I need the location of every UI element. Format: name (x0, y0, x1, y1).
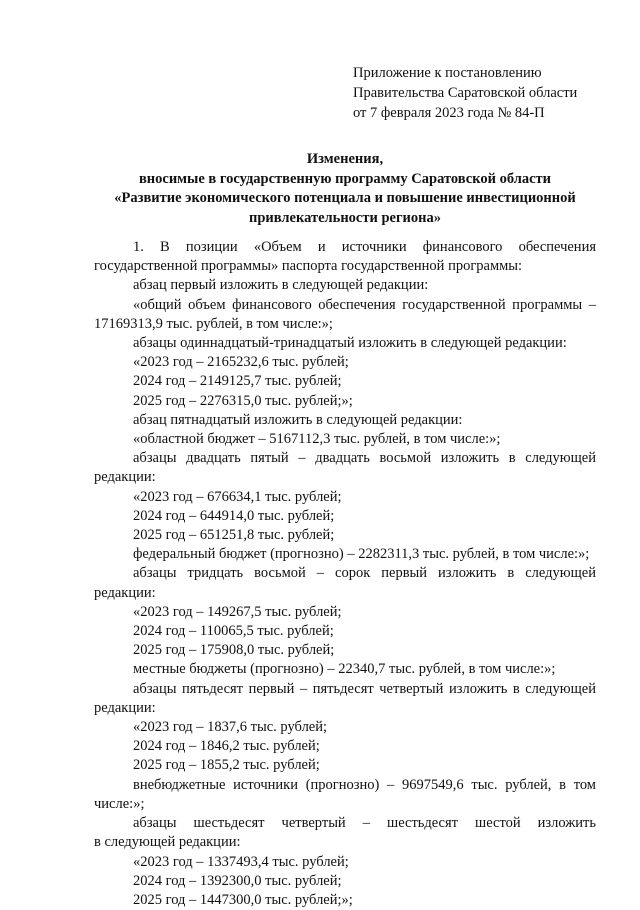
body-line: «общий объем финансового обеспечения государственной программы – (133, 296, 596, 313)
resolution-appendix-header (353, 63, 577, 123)
body-line: 2025 год – 1447300,0 тыс. рублей;»; (133, 891, 353, 908)
body-line: «2023 год – 676634,1 тыс. рублей; (133, 488, 342, 505)
body-line: редакции: (94, 469, 156, 486)
body-line: абзацы тридцать восьмой – сорок первый изложить в следующей (133, 565, 596, 582)
body-line: «2023 год – 1337493,4 тыс. рублей; (133, 853, 349, 870)
header-line: от 7 февраля 2023 года № 84-П (353, 105, 545, 121)
body-line: 2024 год – 644914,0 тыс. рублей; (133, 507, 335, 524)
title-line: вносимые в государственную программу Саратовской области (138, 170, 552, 187)
body-line: абзац пятнадцатый изложить в следующей редакции: (133, 411, 463, 428)
body-line: 2025 год – 1855,2 тыс. рублей; (133, 757, 320, 774)
title-line: «Развитие экономического потенциала и повышение инвестиционной (114, 190, 576, 206)
body-line: 17169313,9 тыс. рублей, в том числе:»; (94, 315, 333, 332)
title-line: привлекательности региона» (248, 209, 442, 226)
header-line: Приложение к постановлению (353, 65, 542, 81)
body-line: внебюджетные источники (прогнозно) – 9697549,6 тыс. рублей, в том (133, 776, 596, 793)
body-line: 2024 год – 1846,2 тыс. рублей; (133, 738, 320, 755)
body-line: абзацы шестьдесят четвертый – шестьдесят шестой изложить (133, 815, 596, 832)
body-line: 1. В позиции «Объем и источники финансового обеспечения (133, 239, 596, 255)
document-body (94, 238, 596, 910)
body-line: государственной программы» паспорта государственной программы: (94, 258, 523, 275)
body-line: абзацы двадцать пятый – двадцать восьмой изложить в следующей (133, 450, 596, 467)
body-line: 2025 год – 2276315,0 тыс. рублей;»; (133, 392, 353, 409)
header-line: Правительства Саратовской области (353, 85, 578, 101)
body-line: 2025 год – 651251,8 тыс. рублей; (133, 527, 335, 544)
body-line: в следующей редакции: (94, 834, 241, 851)
body-line: абзац первый изложить в следующей редакции: (133, 277, 429, 294)
body-line: местные бюджеты (прогнозно) – 22340,7 тыс. рублей, в том числе:»; (133, 661, 556, 678)
body-line: числе:»; (94, 795, 145, 812)
body-line: «областной бюджет – 5167112,3 тыс. рублей, в том числе:»; (133, 431, 501, 448)
body-line: 2024 год – 110065,5 тыс. рублей; (133, 623, 334, 640)
body-line: «2023 год – 2165232,6 тыс. рублей; (133, 354, 349, 371)
title-line: Изменения, (306, 151, 384, 167)
body-line: абзацы пятьдесят первый – пятьдесят четвертый изложить в следующей (133, 680, 596, 697)
body-line: «2023 год – 1837,6 тыс. рублей; (133, 719, 328, 736)
body-line: 2024 год – 1392300,0 тыс. рублей; (133, 872, 342, 889)
body-line: 2025 год – 175908,0 тыс. рублей; (133, 642, 335, 659)
body-line: «2023 год – 149267,5 тыс. рублей; (133, 603, 342, 620)
body-line: федеральный бюджет (прогнозно) – 2282311,3 тыс. рублей, в том числе:»; (133, 546, 590, 563)
body-line: абзацы одиннадцатый-тринадцатый изложить в следующей редакции: (133, 335, 567, 352)
body-line: 2024 год – 2149125,7 тыс. рублей; (133, 373, 342, 390)
body-line: редакции: (94, 584, 156, 601)
document-title (90, 150, 600, 228)
body-line: редакции: (94, 699, 156, 716)
